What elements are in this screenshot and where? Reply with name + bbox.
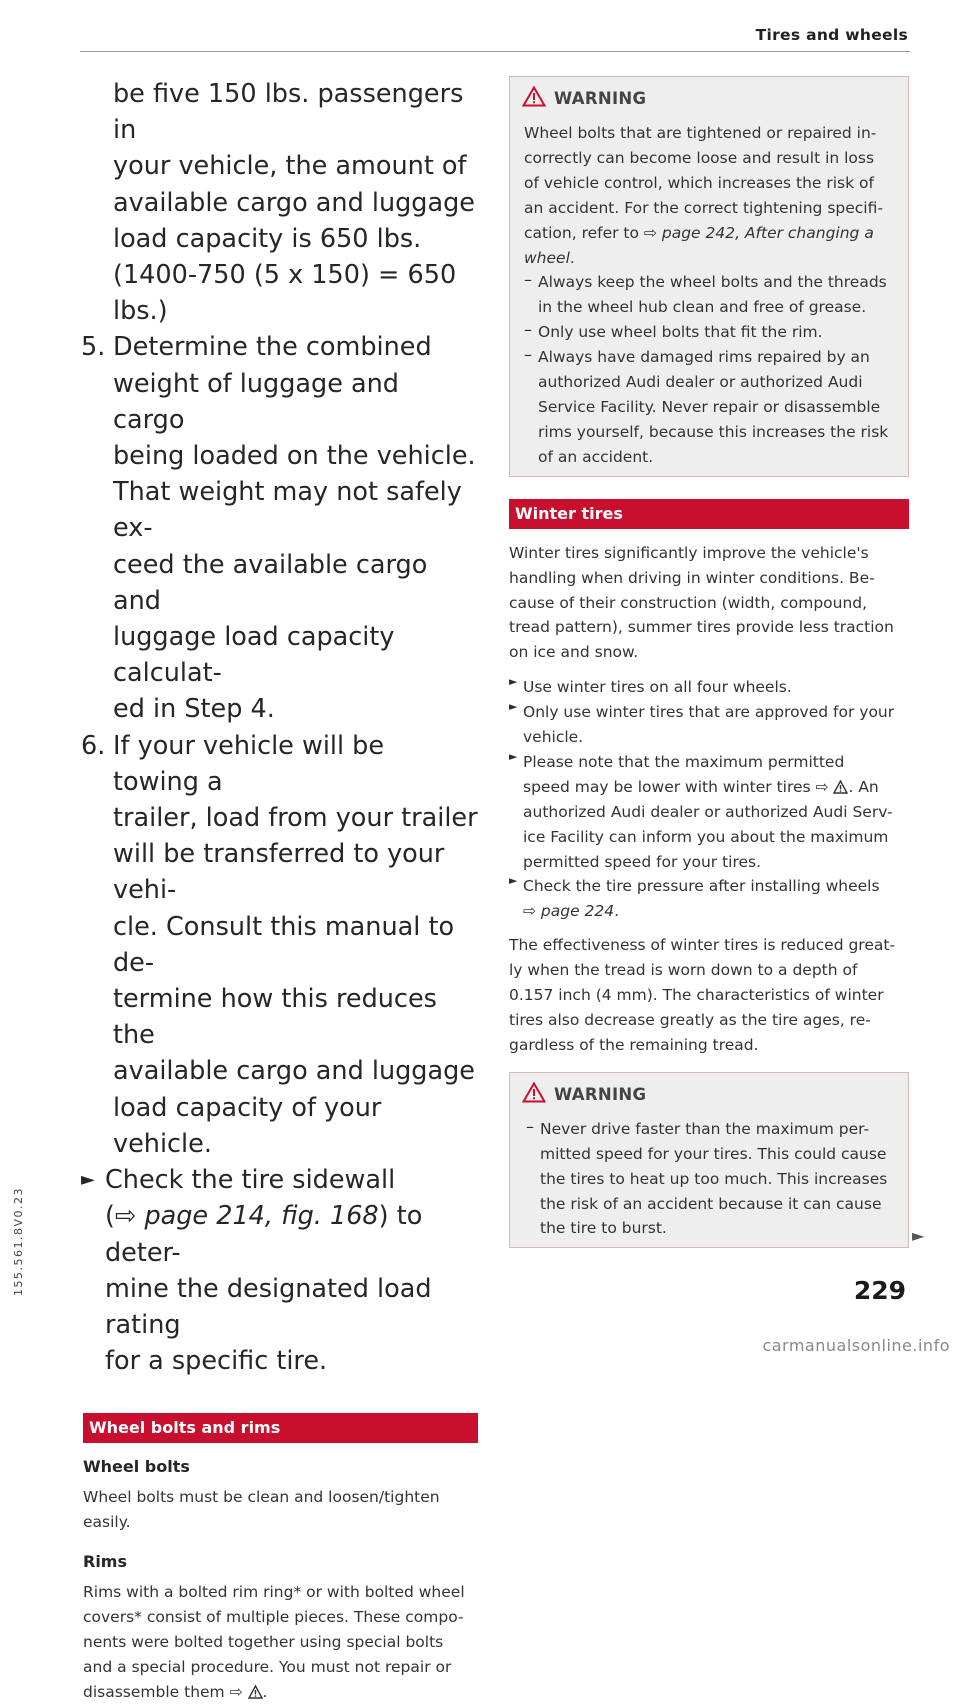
text-line: Please note that the maximum permitted	[523, 752, 845, 771]
winter-effectiveness-text	[509, 933, 909, 1058]
text-line: Winter tires significantly improve the vehicle's	[509, 543, 869, 562]
text-line: handling when driving in winter conditions. Be-	[509, 568, 875, 587]
text-line: Determine the combined	[113, 332, 432, 363]
text-fragment: disassemble them ⇨	[83, 1682, 243, 1701]
text-line: weight of luggage and cargo	[113, 368, 399, 435]
text-line: your vehicle, the amount of	[113, 151, 467, 182]
document-code: 155.561.8V0.23	[12, 1187, 25, 1296]
text-line: Always have damaged rims repaired by an	[538, 348, 870, 367]
page-ref-text: page 214, fig. 168	[144, 1201, 379, 1232]
text-line: The effectiveness of winter tires is reduced great-	[509, 936, 896, 955]
text-line: the tires to heat up too much. This increases	[540, 1169, 888, 1188]
text-fragment: ) to deter-	[105, 1201, 423, 1268]
text-line: available cargo and luggage	[113, 187, 475, 218]
text-line: Check the tire pressure after installing wheels	[523, 877, 880, 896]
text-line	[523, 899, 909, 924]
text-line: the risk of an accident because it can cause	[540, 1194, 882, 1213]
text-line: authorized Audi dealer or authorized Audi	[538, 373, 863, 392]
step-5	[83, 329, 478, 727]
arrow-right-icon: ⇨	[643, 223, 657, 242]
warning-triangle-icon[interactable]	[248, 1685, 263, 1699]
text-line: permitted speed for your tires.	[523, 852, 762, 871]
step-number: 6.	[81, 730, 106, 761]
page-ref-link[interactable]	[644, 224, 874, 242]
text-line: for a specific tire.	[105, 1346, 328, 1377]
text-line: nents were bolted together using special bolts	[83, 1632, 444, 1651]
text-line	[523, 775, 909, 800]
text-line: authorized Audi dealer or authorized Audi Serv-	[523, 802, 893, 821]
warning-box-wheel-bolts	[509, 76, 909, 477]
text-line: Use winter tires on all four wheels.	[523, 678, 792, 697]
section-header-winter-tires: Winter tires	[509, 499, 909, 529]
warning-body	[510, 121, 908, 476]
section-header-wheel-bolts: Wheel bolts and rims	[83, 1413, 478, 1443]
subheading-wheel-bolts: Wheel bolts	[83, 1457, 190, 1477]
text-line: being loaded on the vehicle.	[113, 441, 476, 472]
text-line: Wheel bolts that are tightened or repaired in-	[524, 124, 877, 142]
text-line: tread pattern), summer tires provide less traction	[509, 618, 894, 637]
text-line: ceed the available cargo and	[113, 549, 428, 616]
text-line: and a special procedure. You must not repair or	[83, 1657, 452, 1676]
text-fragment: speed may be lower with winter tires ⇨	[523, 777, 829, 796]
page-number: 229	[853, 1276, 906, 1305]
text-line: Wheel bolts must be clean and loosen/tighten	[83, 1488, 440, 1507]
text-line: correctly can become loose and result in loss	[524, 148, 875, 167]
text-line: be five 150 lbs. passengers in	[113, 79, 464, 146]
text-line: easily.	[83, 1513, 131, 1532]
bullet-triangle-icon: ►	[509, 874, 518, 888]
bullet-triangle-icon: ►	[509, 749, 518, 763]
warning-header	[510, 1073, 908, 1117]
continue-arrow-icon: ►	[912, 1226, 925, 1245]
text-fragment: . An	[848, 777, 879, 796]
text-line: gardless of the remaining tread.	[509, 1035, 759, 1054]
warning-box-winter-tires	[509, 1072, 909, 1249]
text-line: load capacity is 650 lbs.	[113, 223, 422, 254]
text-line	[83, 1680, 478, 1705]
text-fragment: cation, refer to	[524, 223, 644, 242]
page-ref-link[interactable]	[115, 1201, 379, 1231]
header-rule	[80, 51, 910, 52]
header-title: Tires and wheels	[755, 26, 908, 44]
text-line: available cargo and luggage	[113, 1056, 475, 1087]
page-ref-text: page 242, After changing a	[661, 223, 874, 242]
text-line: trailer, load from your trailer	[113, 803, 478, 834]
warning-triangle-icon	[522, 86, 546, 107]
text-line: of an accident.	[538, 447, 654, 466]
warning-list-item	[526, 1117, 896, 1242]
text-line: Only use wheel bolts that fit the rim.	[538, 323, 823, 342]
paren: (	[105, 1201, 115, 1232]
text-line: Always keep the wheel bolts and the threads	[538, 273, 887, 292]
dash-marker: –	[524, 345, 532, 365]
check-sidewall-bullet	[81, 1162, 478, 1379]
text-fragment: .	[569, 248, 575, 267]
load-capacity-text	[83, 76, 478, 1379]
text-line	[524, 221, 896, 246]
intro-block	[83, 76, 478, 329]
page-ref-link[interactable]: ⇨ page 224	[523, 902, 615, 921]
text-line: If your vehicle will be towing a	[113, 730, 385, 797]
warning-triangle-icon[interactable]	[833, 780, 848, 794]
page-ref-text[interactable]: wheel	[524, 248, 570, 267]
text-line: of vehicle control, which increases the risk of	[524, 173, 874, 192]
bullet-item	[509, 874, 909, 924]
text-line: rims yourself, because this increases the risk	[538, 422, 889, 441]
bullet-item	[509, 750, 909, 875]
text-line	[524, 246, 896, 271]
bullet-item	[509, 700, 909, 750]
text-line: cle. Consult this manual to de-	[113, 911, 455, 978]
warning-body	[510, 1117, 908, 1248]
dash-marker: –	[524, 320, 532, 340]
bullet-triangle-icon: ►	[81, 1169, 95, 1191]
text-fragment: .	[262, 1682, 268, 1701]
text-line: termine how this reduces the	[113, 984, 437, 1051]
text-line: Rims with a bolted rim ring* or with bolted wheel	[83, 1583, 465, 1602]
text-line: luggage load capacity calculat-	[113, 622, 395, 689]
wheel-bolts-text	[83, 1485, 478, 1535]
dash-marker: –	[524, 270, 532, 290]
warning-header	[510, 77, 908, 121]
text-line: the tire to burst.	[540, 1219, 667, 1238]
text-line: an accident. For the correct tightening specifi-	[524, 198, 883, 217]
text-line: Only use winter tires that are approved for your	[523, 703, 895, 722]
warning-label: WARNING	[554, 1084, 647, 1104]
rims-text	[83, 1580, 478, 1705]
step-6	[83, 728, 478, 1162]
winter-intro	[509, 541, 909, 666]
text-line: (1400-750 (5 x 150) = 650	[113, 260, 457, 291]
text-line: tires also decrease greatly as the tire ages, re-	[509, 1011, 871, 1029]
subheading-rims: Rims	[83, 1552, 127, 1572]
bullet-item	[509, 675, 909, 700]
text-line: ice Facility can inform you about the maximum	[523, 827, 889, 846]
watermark: carmanualsonline.info	[762, 1336, 950, 1355]
text-line: Check the tire sidewall	[105, 1165, 396, 1196]
winter-bullets	[509, 675, 909, 924]
text-line: mine the designated load rating	[105, 1273, 432, 1340]
text-line: 0.157 inch (4 mm). The characteristics of winter	[509, 986, 884, 1005]
warning-list-item	[524, 320, 896, 345]
warning-list-item	[524, 270, 896, 320]
text-line: That weight may not safely ex-	[113, 477, 462, 544]
warning-triangle-icon	[522, 1082, 546, 1103]
step-number: 5.	[81, 332, 106, 363]
text-line: on ice and snow.	[509, 643, 639, 662]
warning-list-item	[524, 345, 896, 470]
text-line: load capacity of your vehicle.	[113, 1092, 382, 1159]
text-line: vehicle.	[523, 728, 584, 747]
text-line: lbs.)	[113, 296, 168, 327]
text-line: cause of their construction (width, compound,	[509, 593, 868, 612]
text-line: covers* consist of multiple pieces. These compo-	[83, 1608, 464, 1627]
text-line: in the wheel hub clean and free of grease.	[538, 298, 867, 317]
text-line	[105, 1198, 478, 1270]
text-line: ed in Step 4.	[113, 694, 275, 725]
text-line: ly when the tread is worn down to a depth of	[509, 961, 858, 980]
bullet-triangle-icon: ►	[509, 700, 518, 714]
text-line: Service Facility. Never repair or disassemble	[538, 397, 881, 416]
arrow-right-icon: ⇨	[114, 1201, 137, 1232]
right-column	[509, 76, 909, 1248]
warning-label: WARNING	[554, 89, 647, 108]
text-fragment: .	[614, 902, 620, 921]
dash-marker: –	[526, 1116, 534, 1136]
left-column	[83, 76, 478, 1705]
text-line: Never drive faster than the maximum per-	[540, 1119, 870, 1138]
bullet-triangle-icon: ►	[509, 675, 518, 689]
text-line: will be transferred to your vehi-	[113, 839, 445, 906]
text-line: mitted speed for your tires. This could cause	[540, 1144, 887, 1163]
